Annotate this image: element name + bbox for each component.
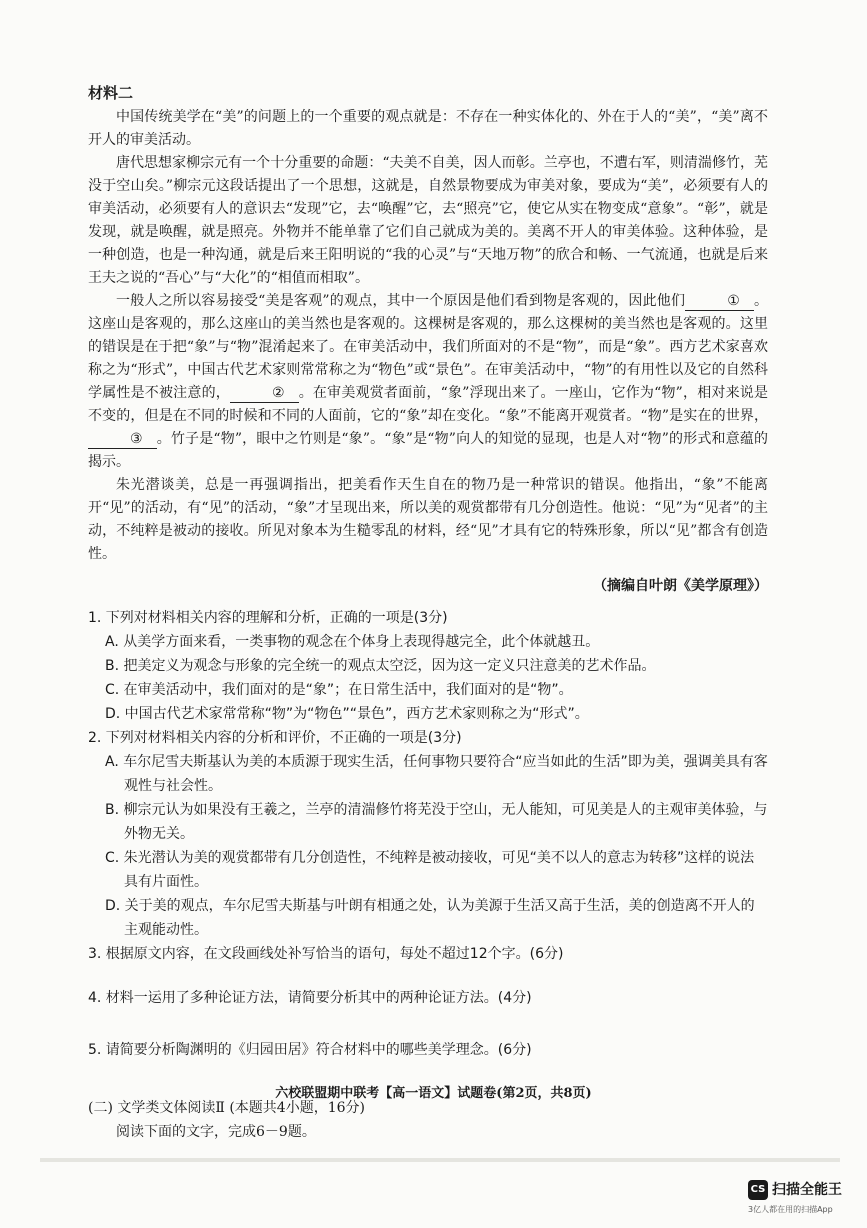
page-content	[88, 82, 768, 1144]
question-2-option-a: A. 车尔尼雪夫斯基认为美的本质源于现实生活，任何事物只要符合“应当如此的生活”即为美，强调美具有客观性与社会性。	[105, 754, 768, 794]
question-1-option-c: C. 在审美活动中，我们面对的是“象”；在日常生活中，我们面对的是“物”。	[105, 682, 573, 698]
section-title: (二) 文学类文体阅读Ⅱ (本题共4小题，16分)	[88, 1100, 365, 1116]
para3-text-2: 。这座山是客观的，那么这座山的美当然也是客观的。这棵树是客观的，那么这棵树的美当然也是客观的。这里的错误是在于把“象”与“物”混淆起来了。在审美活动中，我们所面对的不是“物”，而是“象”。西方艺术家喜欢称之为“形式”，中国古代艺术家则常常称之为“物色”或“景色”。在审美活动中，“物”的有用性以及它的自然科学属性是不被注意的，	[88, 293, 769, 401]
scanner-watermark	[748, 1178, 852, 1218]
question-2-option-b: B. 柳宗元认为如果没有王羲之，兰亭的清湍修竹将芜没于空山，无人能知，可见美是人的主观审美体验，与外物无关。	[105, 802, 768, 842]
question-3-stem: 3. 根据原文内容，在文段画线处补写恰当的语句，每处不超过12个字。(6分)	[88, 946, 564, 962]
para3-text-3: 。在审美观赏者面前，“象”浮现出来了。一座山，它作为“物”，相对来说是不变的，但是在不同的时候和不同的人面前，它的“象”却在变化。“象”不能离开观赏者。“物”是实在的世界，	[88, 385, 769, 424]
material-paragraph-1: 中国传统美学在“美”的问题上的一个重要的观点就是：不存在一种实体化的、外在于人的“美”，“美”离不开人的审美活动。	[88, 109, 768, 148]
camscanner-logo-icon: CS	[748, 1180, 768, 1200]
question-1-option-b: B. 把美定义为观念与形象的完全统一的观点太空泛，因为这一定义只注意美的艺术作品。	[105, 658, 656, 674]
question-list	[88, 606, 768, 1082]
answer-space-5	[88, 1062, 768, 1082]
blank-2: ②	[230, 384, 299, 403]
scanner-app-name: 扫描全能王	[772, 1182, 842, 1198]
scanner-tagline: 3亿人都在用的扫描App	[748, 1205, 833, 1214]
blank-1: ①	[685, 292, 754, 311]
blank-3: ③	[88, 430, 157, 449]
question-2-stem: 2. 下列对材料相关内容的分析和评价，不正确的一项是(3分)	[88, 730, 462, 746]
para3-text-1: 一般人之所以容易接受“美是客观”的观点，其中一个原因是他们看到物是客观的，因此他们	[116, 293, 686, 309]
page-footer: 六校联盟期中联考【高一语文】试题卷(第2页，共8页)	[275, 1086, 592, 1101]
source-citation: （摘编自叶朗《美学原理》）	[593, 578, 768, 594]
material-paragraph-4: 朱光潜谈美，总是一再强调指出，把美看作天生自在的物乃是一种常识的错误。他指出，“象”不能离开“见”的活动，有“见”的活动，“象”才呈现出来，所以美的观赏都带有几分创造性。他说：“见”为“见者”的主动，不纯粹是被动的接收。所见对象本为生糙零乱的材料，经“见”才具有它的特殊形象，所以“见”都含有创造性。	[88, 477, 768, 562]
question-2-option-d: D. 关于美的观点，车尔尼雪夫斯基与叶朗有相通之处，认为美源于生活又高于生活，美的创造离不开人的主观能动性。	[105, 898, 755, 938]
question-1-option-d: D. 中国古代艺术家常常称“物”为“物色”“景色”，西方艺术家则称之为“形式”。	[105, 706, 589, 722]
question-2-option-c: C. 朱光潜认为美的观赏都带有几分创造性，不纯粹是被动接收，可见“美不以人的意志为转移”这样的说法具有片面性。	[105, 850, 755, 890]
question-1-stem: 1. 下列对材料相关内容的理解和分析，正确的一项是(3分)	[88, 610, 448, 626]
question-1-option-a: A. 从美学方面来看，一类事物的观念在个体身上表现得越完全，此个体就越丑。	[105, 634, 600, 650]
answer-space-4	[88, 1010, 768, 1038]
para3-text-4: 。竹子是“物”，眼中之竹则是“象”。“象”是“物”向人的知觉的显现，也是人对“物”的形式和意蕴的揭示。	[88, 431, 768, 470]
material-paragraph-2: 唐代思想家柳宗元有一个十分重要的命题：“夫美不自美，因人而彰。兰亭也，不遭右军，则清湍修竹，芜没于空山矣。”柳宗元这段话提出了一个思想，这就是，自然景物要成为审美对象，要成为“美”，必须要有人的审美活动，必须要有人的意识去“发现”它，去“唤醒”它，去“照亮”它，使它从实在物变成“意象”。“彰”，就是发现，就是唤醒，就是照亮。外物并不能单靠了它们自己就成为美的。美离不开人的审美体验。这种体验，是一种创造，也是一种沟通，就是后来王阳明说的“我的心灵”与“天地万物”的欣合和畅、一气流通，也就是后来王夫之说的“吾心”与“大化”的“相值而相取”。	[88, 155, 768, 286]
section-instruction: 阅读下面的文字，完成6－9题。	[116, 1124, 316, 1140]
material-heading: 材料二	[88, 84, 134, 102]
material-paragraph-3	[88, 290, 768, 474]
question-5-stem: 5. 请简要分析陶渊明的《归园田居》符合材料中的哪些美学理念。(6分)	[88, 1042, 532, 1058]
answer-space-3	[88, 966, 768, 986]
question-4-stem: 4. 材料一运用了多种论证方法，请简要分析其中的两种论证方法。(4分)	[88, 990, 532, 1006]
scan-edge-shadow	[40, 1158, 840, 1162]
